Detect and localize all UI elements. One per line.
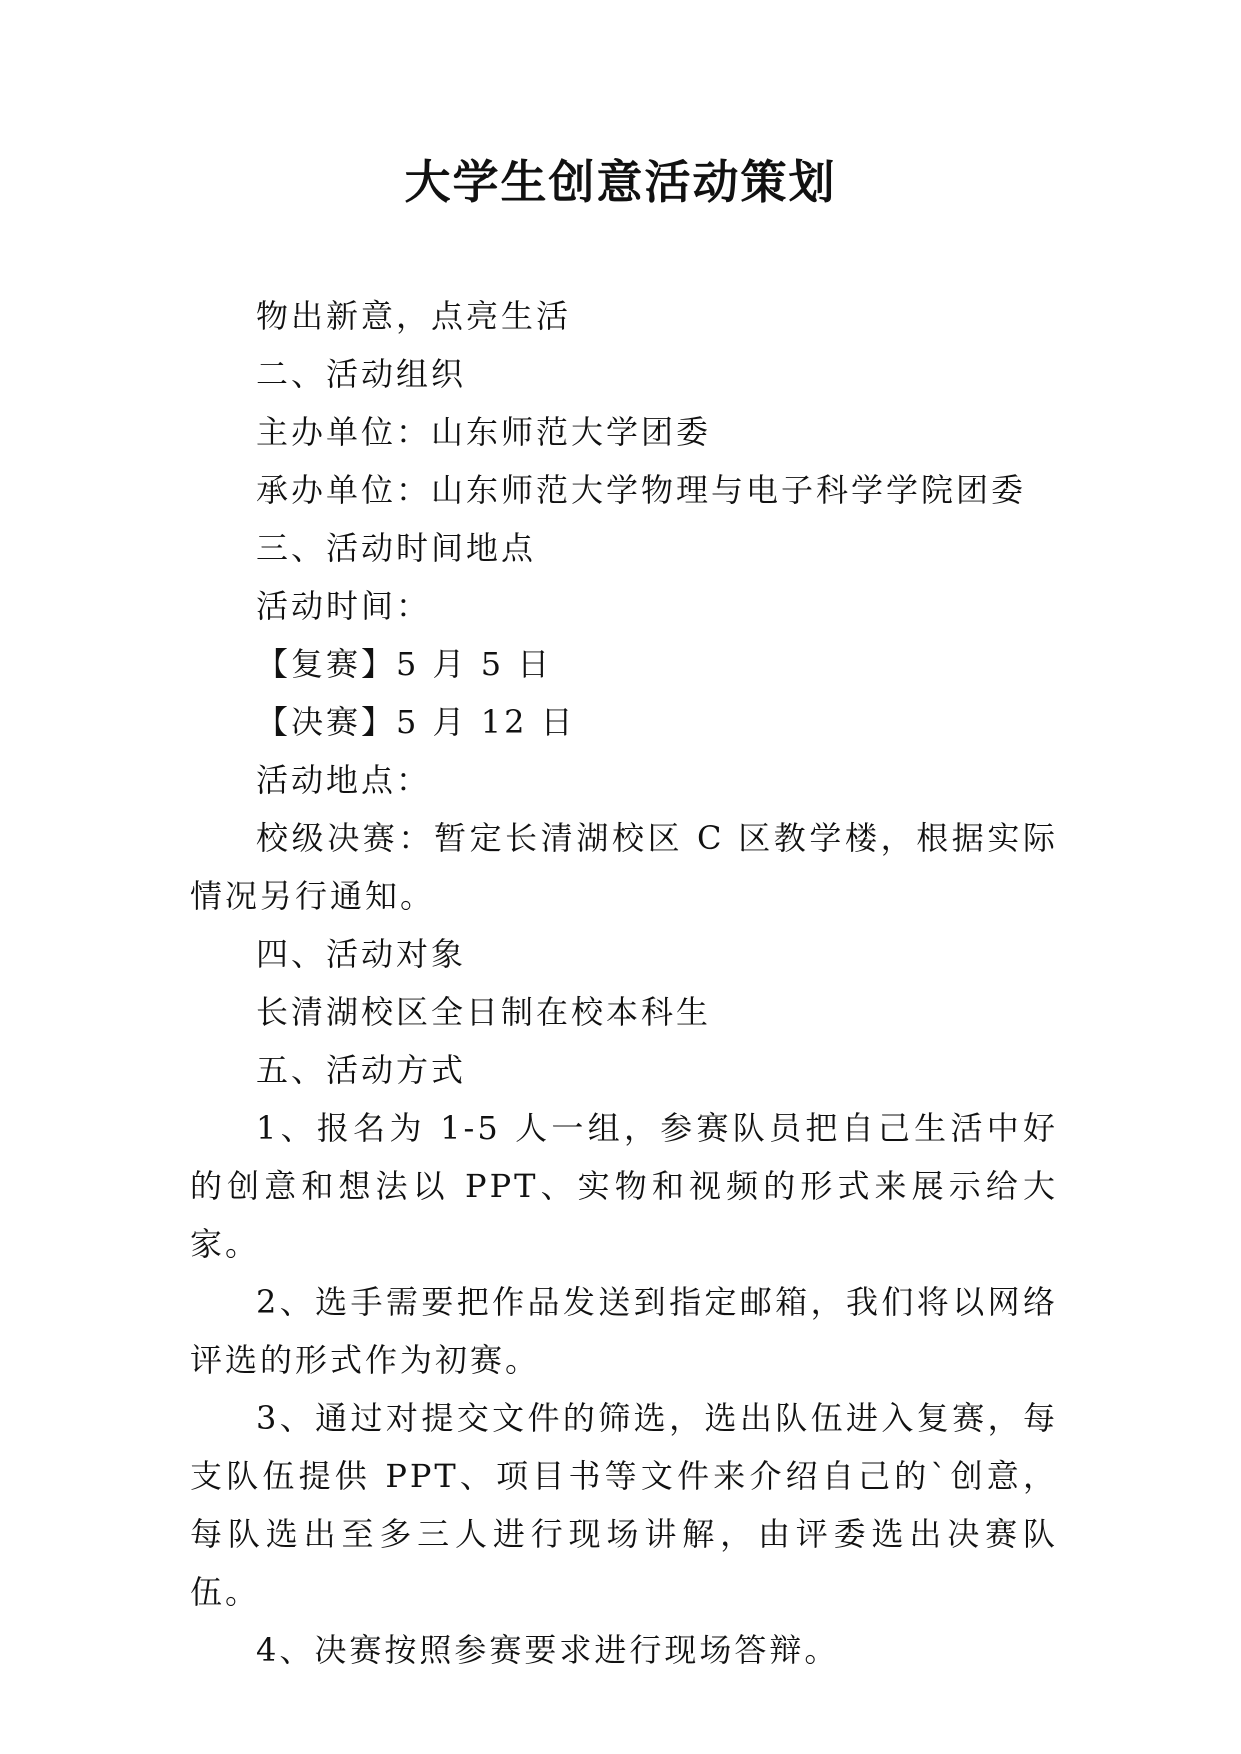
paragraph-final-date: 【决赛】5 月 12 日 — [256, 703, 576, 741]
paragraph-organizer: 承办单位：山东师范大学物理与电子科学学院团委 — [256, 471, 1027, 509]
paragraph-host: 主办单位：山东师范大学团委 — [256, 413, 712, 451]
paragraph-format-1: 1、报名为 1-5 人一组，参赛队员把自己生活中好的创意和想法以 PPT、实物和视频的形式来展示给大家。 — [190, 1109, 1058, 1263]
heading-organization: 二、活动组织 — [256, 355, 467, 393]
paragraph-slogan: 物出新意，点亮生活 — [256, 297, 572, 335]
paragraph-format-2: 2、选手需要把作品发送到指定邮箱，我们将以网络评选的形式作为初赛。 — [190, 1283, 1058, 1379]
document-title: 大学生创意活动策划 — [404, 155, 837, 209]
heading-time-place: 三、活动时间地点 — [256, 529, 537, 567]
paragraph-final-venue: 校级决赛：暂定长清湖校区 C 区教学楼，根据实际情况另行通知。 — [190, 819, 1058, 915]
paragraph-place-label: 活动地点： — [256, 761, 432, 799]
heading-participants: 四、活动对象 — [256, 935, 467, 973]
heading-format: 五、活动方式 — [256, 1051, 467, 1089]
paragraph-format-4: 4、决赛按照参赛要求进行现场答辩。 — [256, 1631, 840, 1669]
paragraph-semifinal-date: 【复赛】5 月 5 日 — [256, 645, 553, 683]
paragraph-participants: 长清湖校区全日制在校本科生 — [256, 993, 712, 1031]
paragraph-time-label: 活动时间： — [256, 587, 432, 625]
paragraph-format-3: 3、通过对提交文件的筛选，选出队伍进入复赛，每支队伍提供 PPT、项目书等文件来介绍自己的`创意，每队选出至多三人进行现场讲解，由评委选出决赛队伍。 — [190, 1399, 1058, 1611]
document-body — [190, 287, 1058, 1679]
